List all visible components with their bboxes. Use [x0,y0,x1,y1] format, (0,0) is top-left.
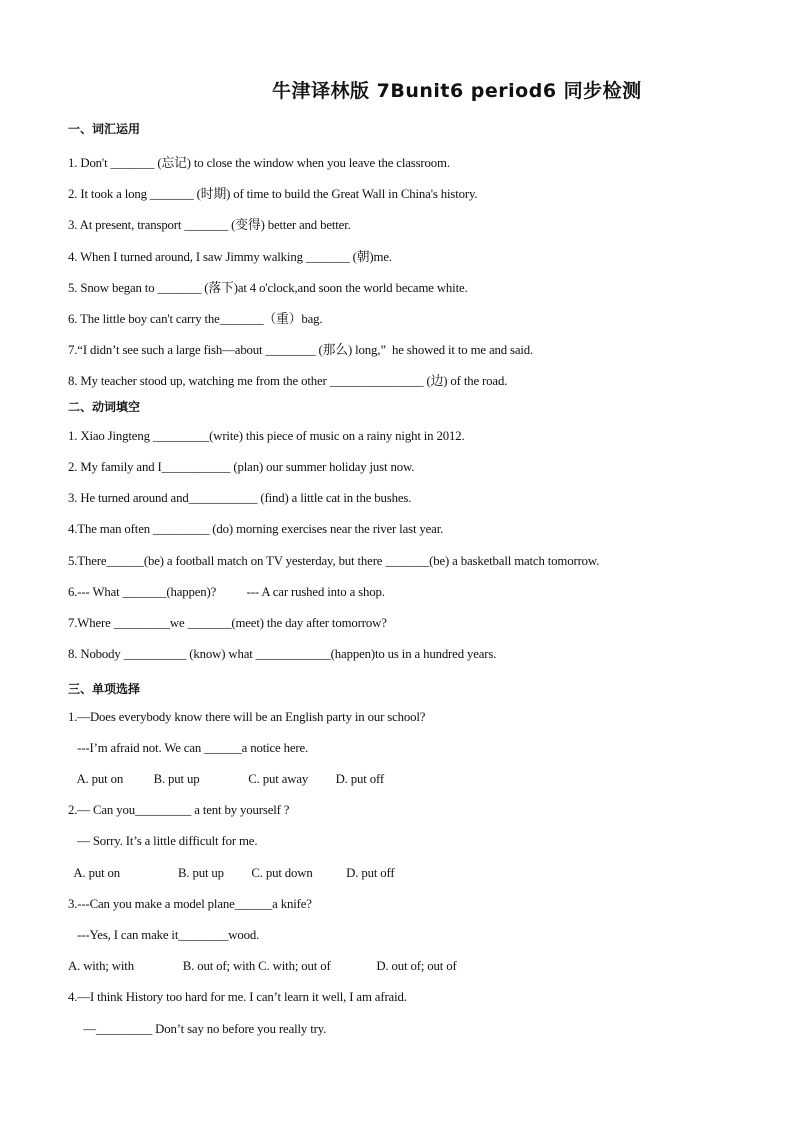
choice-q4-reply: —_________ Don’t say no before you really try. [68,1022,327,1036]
choice-q2-options: A. put on B. put up C. put down D. put off [68,866,395,880]
section-heading-vocabulary: 一、词汇运用 [68,122,141,136]
verb-item-4: 4.The man often _________ (do) morning exercises near the river last year. [68,522,444,536]
choice-q1-question: 1.—Does everybody know there will be an English party in our school? [68,710,426,724]
choice-q2-question: 2.— Can you_________ a tent by yourself ? [68,803,290,817]
verb-item-3: 3. He turned around and___________ (find) a little cat in the bushes. [68,491,412,505]
choice-q3-reply: ---Yes, I can make it________wood. [68,928,260,942]
choice-q3-options: A. with; with B. out of; with C. with; out of D. out of; out of [68,959,457,973]
verb-item-1: 1. Xiao Jingteng _________(write) this piece of music on a rainy night in 2012. [68,429,465,443]
choice-q3-question: 3.---Can you make a model plane______a knife? [68,897,312,911]
vocab-item-8: 8. My teacher stood up, watching me from the other _______________ (边) of the road. [68,374,508,388]
choice-q2-reply: — Sorry. It’s a little difficult for me. [68,834,258,848]
choice-q4-question: 4.—I think History too hard for me. I can’t learn it well, I am afraid. [68,990,407,1004]
vocab-item-1: 1. Don't _______ (忘记) to close the window when you leave the classroom. [68,156,450,170]
verb-item-5: 5.There______(be) a football match on TV yesterday, but there _______(be) a basketball match tomorrow. [68,554,600,568]
verb-item-6: 6.--- What _______(happen)? --- A car rushed into a shop. [68,585,385,599]
verb-item-7: 7.Where _________we _______(meet) the day after tomorrow? [68,616,387,630]
section-heading-verbs: 二、动词填空 [68,400,141,414]
section-heading-multiple-choice: 三、单项选择 [68,682,141,696]
page-title: 牛津译林版 7Bunit6 period6 同步检测 [272,80,642,102]
vocab-item-2: 2. It took a long _______ (时期) of time to build the Great Wall in China's history. [68,187,478,201]
verb-item-2: 2. My family and I___________ (plan) our summer holiday just now. [68,460,415,474]
vocab-item-4: 4. When I turned around, I saw Jimmy walking _______ (朝)me. [68,250,392,264]
vocab-item-3: 3. At present, transport _______ (变得) better and better. [68,218,351,232]
choice-q1-reply: ---I’m afraid not. We can ______a notice here. [68,741,309,755]
vocab-item-6: 6. The little boy can't carry the_______（重）bag. [68,312,323,326]
vocab-item-7: 7.“I didn’t see such a large fish—about ________ (那么) long,” he showed it to me and said. [68,343,534,357]
choice-q1-options: A. put on B. put up C. put away D. put off [68,772,384,786]
vocab-item-5: 5. Snow began to _______ (落下)at 4 o'clock,and soon the world became white. [68,281,468,295]
verb-item-8: 8. Nobody __________ (know) what ____________(happen)to us in a hundred years. [68,647,497,661]
